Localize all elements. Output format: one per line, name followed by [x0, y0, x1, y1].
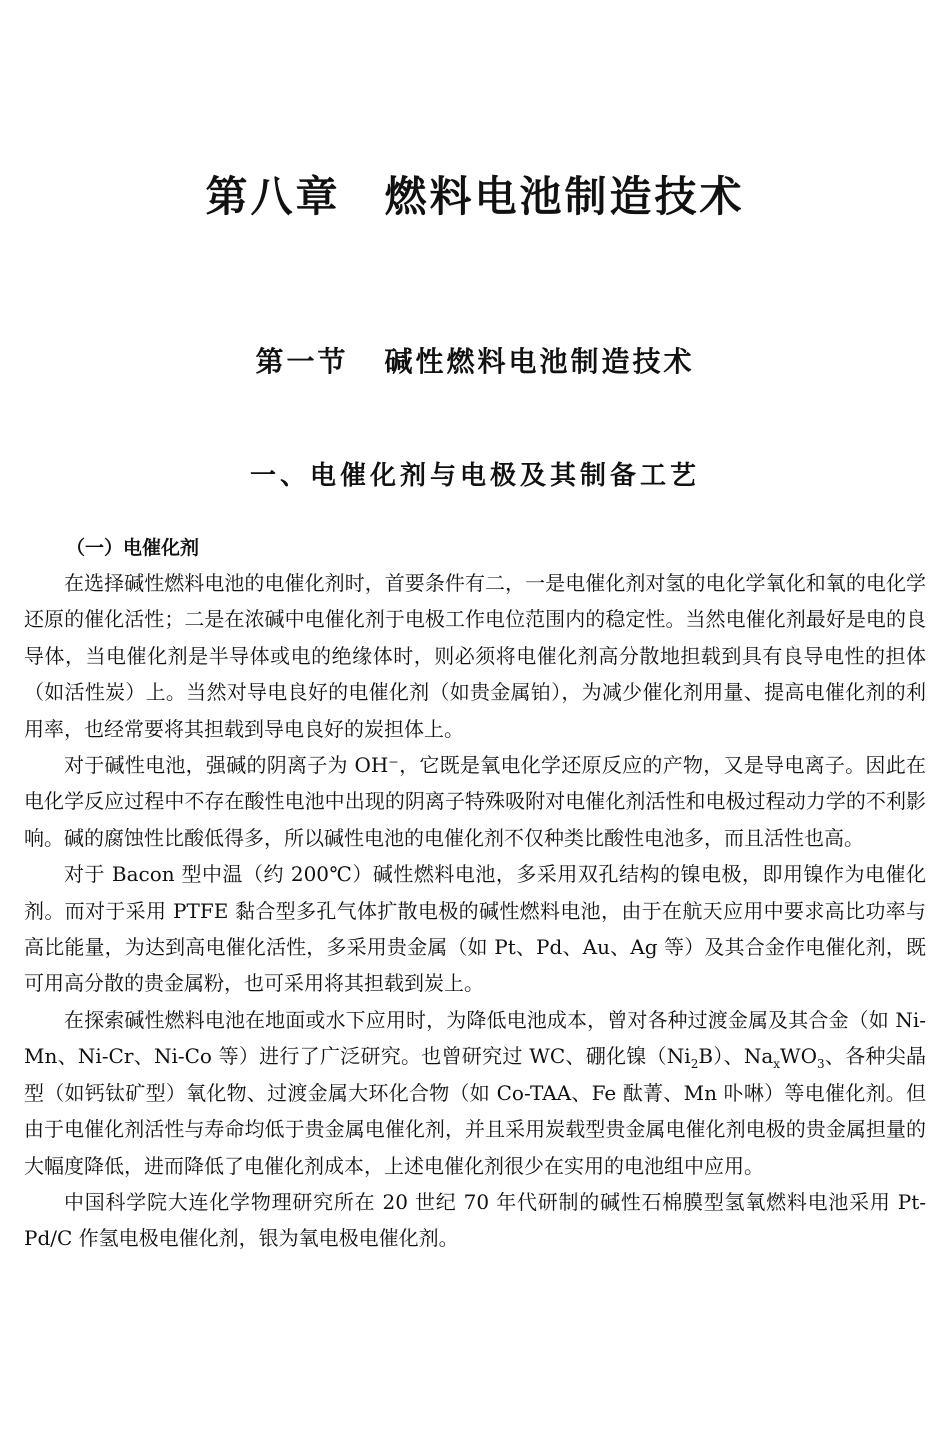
paragraph-1: 在选择碱性燃料电池的电催化剂时，首要条件有二，一是电催化剂对氢的电化学氧化和氧的电化学还原的催化活性；二是在浓碱中电催化剂于电极工作电位范围内的稳定性。当然电催化剂最好是电的良导体，当电催化剂是半导体或电的绝缘体时，则必须将电催化剂高分散地担载到具有良导电性的担体（如活性炭）上。当然对导电良好的电催化剂（如贵金属铂），为减少催化剂用量、提高电催化剂的利用率，也经常要将其担载到导电良好的炭担体上。	[24, 571, 926, 741]
paragraph-5: 中国科学院大连化学物理研究所在 20 世纪 70 年代研制的碱性石棉膜型氢氧燃料电池采用 Pt-Pd/C 作氢电极电催化剂，银为氧电极电催化剂。	[24, 1189, 926, 1251]
subscript-ni2b: 2	[690, 1057, 699, 1072]
paragraph-3: 对于 Bacon 型中温（约 200℃）碱性燃料电池，多采用双孔结构的镍电极，即用镍作为电催化剂。而对于采用 PTFE 黏合型多孔气体扩散电极的碱性燃料电池，由于在航天应用中要求高比功率与高比能量，为达到高电催化活性，多采用贵金属（如 Pt、Pd、Au、Ag 等）及其合金作电催化剂，既可用高分散的贵金属粉，也可采用将其担载到炭上。	[24, 862, 926, 996]
paragraph-4-part-b: B）、Na	[698, 1044, 774, 1069]
subscript-naxwo3-3: 3	[817, 1057, 825, 1072]
chapter-number: 第八章	[205, 172, 341, 221]
chapter-name: 燃料电池制造技术	[384, 172, 745, 221]
paragraph-4	[24, 1002, 926, 1184]
paragraph-4-part-d: 、各种尖晶型（如钙钛矿型）氧化物、过渡金属大环化合物（如 Co-TAA、Fe 酞菁、Mn 卟啉）等电催化剂。但由于电催化剂活性与寿命均低于贵金属电催化剂，并且采用炭载型贵金属电催化剂电极的贵金属担量的大幅度降低，进而降低了电催化剂成本，上述电催化剂很少在实用的电池组中应用。	[24, 1044, 926, 1178]
paragraph-4-part-a: 在探索碱性燃料电池在地面或水下应用时，为降低电池成本，曾对各种过渡金属及其合金（如 Ni-Mn、Ni-Cr、Ni-Co 等）进行了广泛研究。也曾研究过 WC、硼化镍（Ni	[24, 1007, 926, 1069]
subscript-naxwo3-x: x	[773, 1057, 781, 1072]
section-number: 第一节	[255, 345, 349, 378]
paragraph-2: 对于碱性电池，强碱的阴离子为 OH⁻，它既是氧电化学还原反应的产物，又是导电离子。因此在电化学反应过程中不存在酸性电池中出现的阴离子特殊吸附对电催化剂活性和电极过程动力学的不利影响。碱的腐蚀性比酸低得多，所以碱性电池的电催化剂不仅种类比酸性电池多，而且活性也高。	[24, 753, 926, 850]
chapter-title	[0, 164, 950, 224]
section-title	[0, 340, 950, 380]
section-name: 碱性燃料电池制造技术	[384, 345, 695, 378]
paragraph-4-part-c: WO	[780, 1044, 817, 1069]
subsection-title: 一、电催化剂与电极及其制备工艺	[249, 461, 700, 491]
body-text	[24, 565, 926, 1257]
subheading-electrocatalyst: （一）电催化剂	[66, 537, 200, 559]
